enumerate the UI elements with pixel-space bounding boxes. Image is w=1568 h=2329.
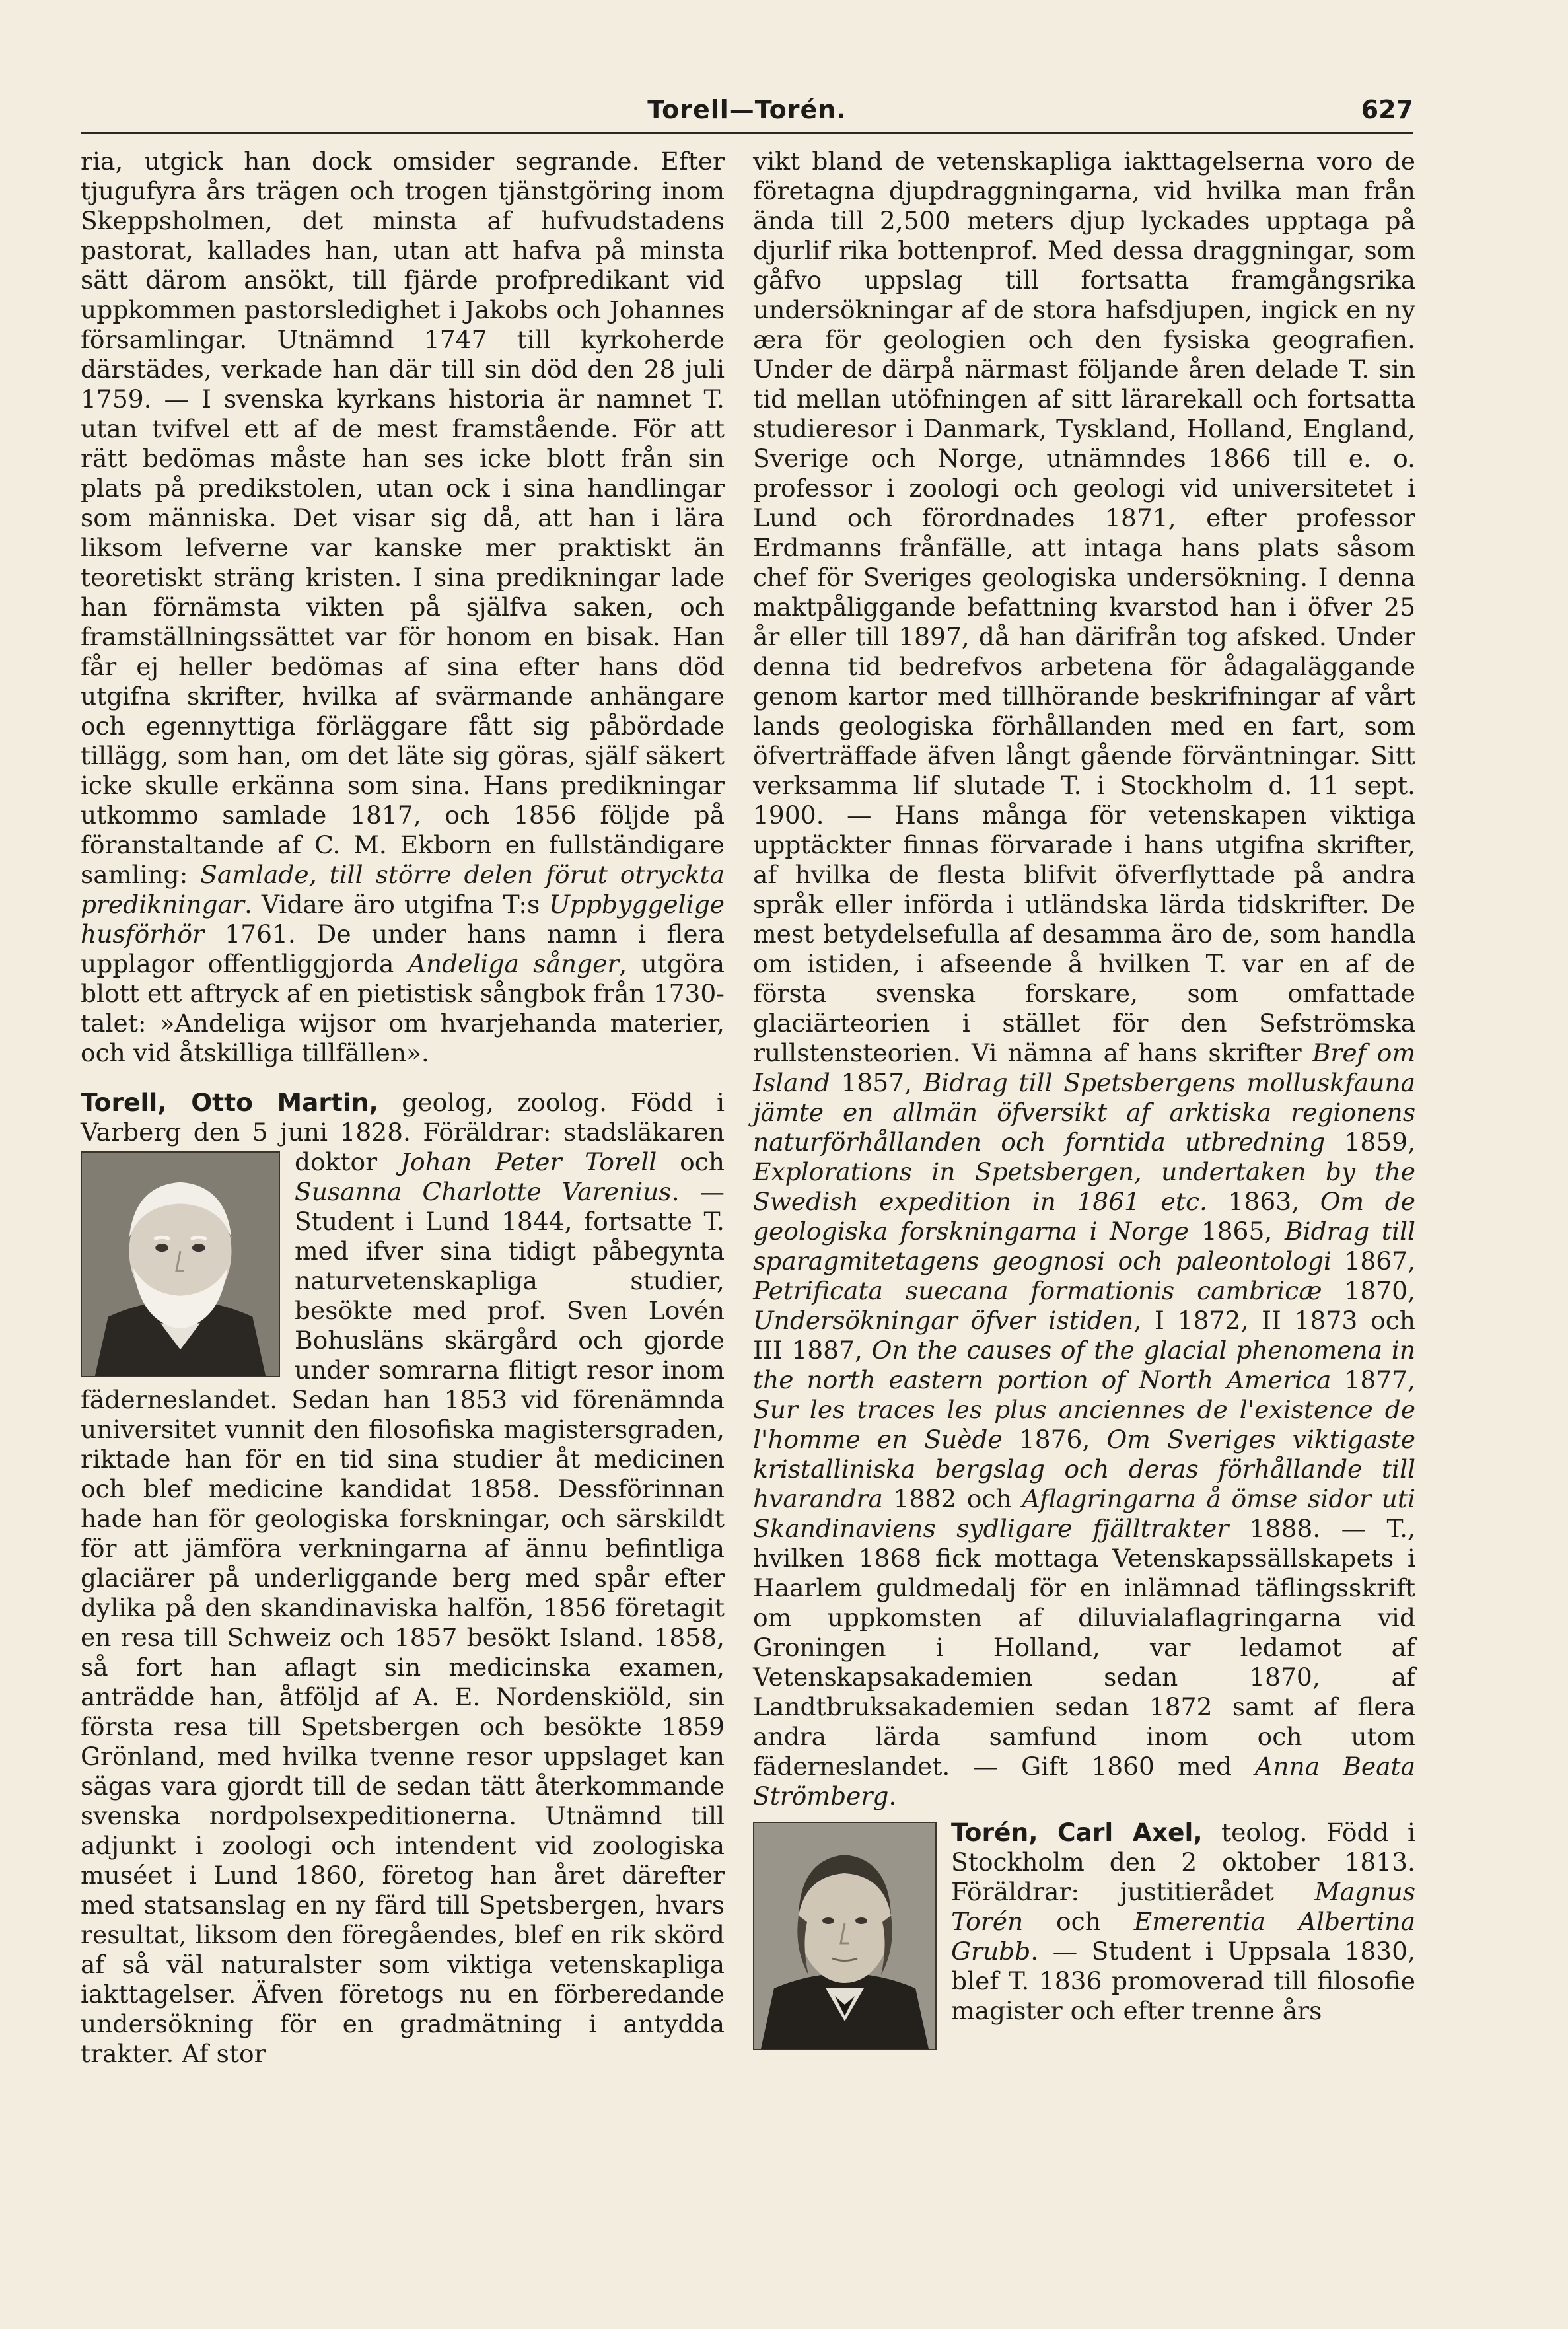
text-run: vikt bland de vetenskapliga iakttagelserna voro de företagna djupdraggningarna, vid hvilka man från ända till 2,500 meters djup lyckades upptaga på djurlif rika bottenprof. Med dessa draggningar, som gåfvo uppslag till fortsatta framgångsrika undersökningar af de stora hafsdjupen, ingick en ny æra för geologien och den fysiska geografien. Under de därpå närmast följande åren delade T. sin tid mellan utöfningen af sitt lärarekall och fortsatta studieresor i Danmark, Tyskland, Holland, England, Sverige och Norge, utnämndes 1866 till e. o. professor i zoologi och geologi vid universitetet i Lund och förordnades 1871, efter professor Erdmanns frånfälle, att intaga hans plats såsom chef för Sveriges geologiska undersökning. I denna maktpåliggande befattning kvarstod han i öfver 25 år eller till 1897, då han därifrån tog afsked. Under denna tid bedrefvos arbetena för ådagaläggande genom kartor med tillhörande beskrifningar af vårt lands geologiska förhållanden med en fart, som öfverträffade äfven långt gående förväntningar. Sitt verksamma lif slutade T. i Stockholm d. 11 sept. 1900. — Hans många för vetenskapen viktiga upptäckter finnas förvarade i hans utgifna skrifter, af hvilka de flesta blifvit öfverflyttade på andra språk eller införda i utländska lärda tidskrifter. De mest betydelsefulla af desamma äro de, som handla om istiden, i afseende å hvilken T. var en af de första svenska forskare, som omfattade glaciärteorien i stället för den Sefströmska rullstensteorien. Vi nämna af hans skrifter — [753, 147, 1415, 1067]
right-column — [753, 147, 1415, 2056]
person-name: Anna Beata Strömberg — [753, 1752, 1416, 1810]
work-title: Samlade, till större delen förut otryckta predikningar — [81, 860, 725, 919]
paragraph-continued — [753, 147, 1415, 1811]
text-run: , I 1872, II 1873 och III 1887, — [753, 1306, 1415, 1365]
text-run: geolog, zoolog. Född i Varberg den 5 juni 1828. Föräldrar: stadsläkaren doktor — [81, 1088, 725, 1176]
entry-toren — [753, 1818, 1415, 2026]
portrait-drawing — [82, 1153, 279, 1376]
portrait-toren — [753, 1822, 937, 2050]
portrait-torell — [81, 1151, 280, 1377]
work-title: Undersökningar öfver istiden — [753, 1306, 1134, 1335]
work-title: Petrificata suecana formationis cambricæ — [753, 1276, 1322, 1305]
work-title: Andeliga sånger — [408, 949, 620, 978]
page-header — [81, 92, 1413, 134]
entry-text — [81, 1088, 725, 2069]
text-run: 1761. De under hans namn i flera upplagor offentliggjorda — [81, 919, 725, 978]
person-name: Magnus Torén — [951, 1877, 1415, 1936]
text-run: och — [657, 1147, 725, 1176]
entry-headword: Torell, Otto Martin, — [81, 1088, 378, 1117]
text-run: ria, utgick han dock omsider segrande. Efter tjugufyra års trägen och trogen tjänstgöring inom Skeppsholmen, det minsta af hufvudstadens pastorat, kallades han, utan att hafva på minsta sätt därom ansökt, till fjärde profpredikant vid uppkommen pastorsledighet i Jakobs och Johannes församlingar. Utnämnd 1747 till kyrkoherde därstädes, verkade han där till sin död den 28 juli 1759. — I svenska kyrkans historia är namnet T. utan tvifvel ett af de mest framstående. För att rätt bedömas måste han ses icke blott från sin plats på predikstolen, utan ock i sina handlingar som människa. Det visar sig då, att han i lära liksom lefverne var kanske mer praktiskt än teoretiskt sträng kristen. I sina predikningar lade han förnämsta vikten på själfva saken, och framställningssättet var för honom en bisak. Han får ej heller bedömas af sina efter hans död utgifna skrifter, hvilka af svärmande anhängare och egennyttiga förläggare fått sig påbördade tillägg, som han, om det läte sig göras, själf säkert icke skulle erkänna som sina. Hans predikningar utkommo samlade 1817, och 1856 följde på föranstaltande af C. M. Ekborn en fullständigare samling: — [81, 147, 725, 889]
text-run: 1882 och — [882, 1484, 1022, 1513]
text-run: teolog. Född i Stockholm den 2 oktober 1813. Föräldrar: justitierådet — [951, 1818, 1415, 1906]
person-name: Johan Peter Torell — [400, 1147, 657, 1176]
person-name: Emerentia Albertina Grubb — [951, 1907, 1415, 1966]
work-title: Om de geologiska forskningarna i Norge — [753, 1187, 1415, 1246]
text-run: 1876, — [1002, 1425, 1107, 1454]
work-title: Uppbyggelige husförhör — [81, 890, 725, 949]
work-title: Om Sveriges viktigaste kristalliniska bergslag och deras förhållande till hvarandra — [753, 1425, 1415, 1513]
work-title: Sur les traces les plus anciennes de l'existence de l'homme en Suède — [753, 1395, 1415, 1454]
text-run: . — Student i Uppsala 1830, blef T. 1836 promoverad till filosofie magister och efter trenne års — [951, 1937, 1415, 2025]
running-title: Torell—Torén. — [647, 95, 847, 124]
text-run: . — [888, 1781, 897, 1810]
text-run: 1863, — [1207, 1187, 1320, 1216]
page-number: 627 — [1361, 95, 1413, 124]
entry-headword: Torén, Carl Axel, — [951, 1818, 1203, 1847]
work-title: Aflagringarna å ömse sidor uti Skandinaviens sydligare fjälltrakter — [753, 1484, 1415, 1543]
text-run: 1888. — T., hvilken 1868 fick mottaga Vetenskapssällskapets i Haarlem guldmedalj för en inlämnad täflingsskrift om uppkomsten af diluvialaflagringarna vid Groningen i Holland, var ledamot af Vetenskapsakademien sedan 1870, af Landtbruksakademien sedan 1872 samt af flera andra lärda samfund inom och utom fäderneslandet. — Gift 1860 med — [753, 1514, 1415, 1781]
work-title: On the causes of the glacial phenomena in the north eastern portion of North America — [753, 1336, 1415, 1394]
work-title: Bidrag till sparagmitetagens geognosi och paleontologi — [753, 1217, 1415, 1275]
portrait-drawing — [754, 1823, 935, 2049]
text-run: 1867, — [1331, 1246, 1416, 1275]
work-title: Explorations in Spetsbergen, undertaken by the Swedish expedition in 1861 etc. — [753, 1157, 1415, 1216]
text-run: . Vidare äro utgifna T:s — [244, 890, 550, 919]
work-title: Bref om Island — [753, 1038, 1415, 1097]
paragraph-continued — [81, 147, 725, 1068]
entry-text — [753, 1818, 1415, 2026]
text-run: 1857, — [830, 1068, 923, 1097]
entry-torell — [81, 1088, 725, 2069]
text-run: 1865, — [1189, 1217, 1285, 1246]
text-run: 1877, — [1331, 1365, 1415, 1394]
text-run: och — [1023, 1907, 1134, 1936]
text-run: , utgöra blott ett aftryck af en pietistisk sångbok från 1730-talet: »Andeliga wijsor om hvarjehanda materier, och vid åtskilliga tillfällen». — [81, 949, 725, 1067]
text-run: 1870, — [1322, 1276, 1415, 1305]
text-run: 1859, — [1325, 1128, 1415, 1157]
work-title: Bidrag till Spetsbergens molluskfauna jämte en allmän öfversikt af arktiska regionens naturförhållanden och forntida utbredning — [753, 1068, 1416, 1157]
text-run: . — Student i Lund 1844, fortsatte T. med ifver sina tidigt påbegynta naturvetenskapliga studier, besökte med prof. Sven Lovén Bohusläns skärgård och gjorde under somrarna flitigt resor inom fäderneslandet. Sedan han 1853 vid förenämnda universitet vunnit den filosofiska magistersgraden, riktade han för en tid sina studier åt medicinen och blef medicine kandidat 1858. Dessförinnan hade han för geologiska forskningar, och särskildt för att jämföra verkningarna af ännu befintliga glaciärer på underliggande berg med spår efter dylika på den skandinaviska halfön, 1856 företagit en resa till Schweiz och 1857 besökt Island. 1858, så fort han aflagt sin medicinska examen, anträdde han, åtföljd af A. E. Nordenskiöld, sin första resa till Spetsbergen och besökte 1859 Grönland, med hvilka tvenne resor uppslaget kan sägas vara gjordt till de sedan tätt återkommande svenska nordpolsexpeditionerna. Utnämnd till adjunkt i zoologi och intendent vid zoologiska muséet i Lund 1860, företog han året därefter med statsanslag en ny färd till Spetsbergen, hvars resultat, liksom den föregåendes, blef en rik skörd af så väl naturalster som viktiga vetenskapliga iakttagelser. Äfven företogs nu en förberedande undersökning för en gradmätning i antydda trakter. Af stor — [81, 1177, 725, 2068]
left-column — [81, 147, 725, 2069]
person-name: Susanna Charlotte Varenius — [295, 1177, 672, 1206]
